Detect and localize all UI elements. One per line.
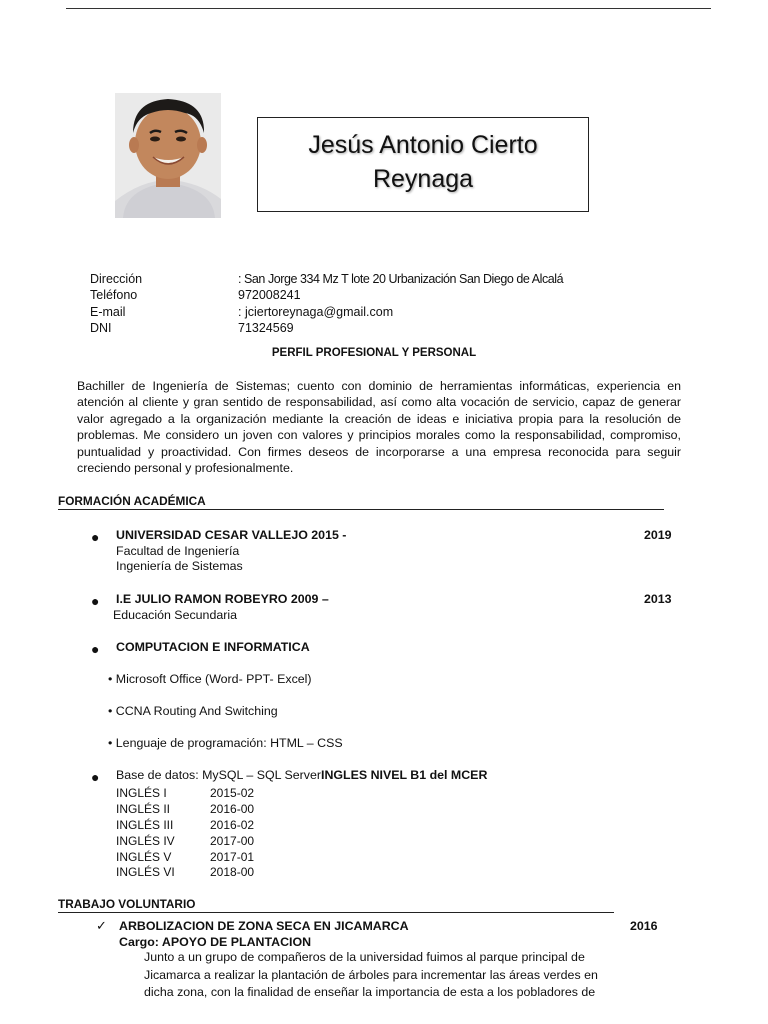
english-level: INGLÉS III [116,818,174,832]
computing-item: • Microsoft Office (Word- PPT- Excel) [108,672,312,686]
contact-value: : jciertoreynaga@gmail.com [238,305,394,319]
name-box [257,117,589,212]
edu-title: UNIVERSIDAD CESAR VALLEJO 2015 - [116,528,347,542]
contact-label: E-mail [90,305,126,319]
english-year: 2017-01 [210,850,255,864]
english-level: INGLÉS II [116,802,171,816]
volunteer-title: ARBOLIZACION DE ZONA SECA EN JICAMARCA [119,919,409,933]
contact-value: 71324569 [238,321,294,335]
english-level-title: INGLES NIVEL B1 del MCER [321,768,488,782]
bullet-icon: ● [91,529,100,545]
bullet-icon: ● [91,641,100,657]
english-year: 2015-02 [210,786,255,800]
education-heading: FORMACIÓN ACADÉMICA [58,494,664,510]
profile-photo [115,93,221,218]
edu-year: 2013 [644,592,672,606]
contact-value: : San Jorge 334 Mz T lote 20 Urbanización San Diego de Alcalá [238,272,564,286]
name-line-1: Jesús Antonio Cierto [308,131,538,159]
english-level: INGLÉS VI [116,865,175,879]
english-level: INGLÉS V [116,850,172,864]
edu-year: 2019 [644,528,672,542]
edu-line: Facultad de Ingeniería [116,544,240,558]
contact-email [90,305,610,321]
english-year: 2018-00 [210,865,255,879]
volunteer-heading: TRABAJO VOLUNTARIO [58,897,614,913]
profile-heading: PERFIL PROFESIONAL Y PERSONAL [271,347,477,359]
contact-address [90,272,610,288]
volunteer-line: Junto a un grupo de compañeros de la universidad fuimos al parque principal de [144,950,585,964]
computing-item: • CCNA Routing And Switching [108,704,278,718]
contact-dni [90,321,610,337]
top-rule [66,8,711,9]
contact-value: 972008241 [238,288,301,302]
volunteer-description [144,949,616,1002]
edu-title: I.E JULIO RAMON ROBEYRO 2009 – [116,592,329,606]
bullet-icon: ● [91,769,100,785]
english-year: 2016-02 [210,818,255,832]
computing-item: • Lenguaje de programación: HTML – CSS [108,736,343,750]
contact-phone [90,288,610,304]
volunteer-line: Jicamarca a realizar la plantación de árboles para incrementar las áreas verdes en [144,967,598,982]
edu-line: Educación Secundaria [113,608,237,622]
english-year: 2016-00 [210,802,255,816]
contact-label: DNI [90,321,112,335]
person-avatar-icon [115,93,221,218]
volunteer-year: 2016 [630,919,658,933]
contact-label: Dirección [90,272,143,286]
bullet-icon: ● [91,593,100,609]
edu-title: COMPUTACION E INFORMATICA [116,640,310,654]
english-level: INGLÉS I [116,786,167,800]
english-year: 2017-00 [210,834,255,848]
profile-text: Bachiller de Ingeniería de Sistemas; cuento con dominio de herramientas informáticas, experiencia en atención al cliente y gran sentido de responsabilidad, así como alta vocación de servicio, capaz de generar valor agregado a la organización mediante la creación de ideas e iniciativa propia para la resolución de problemas. Me considero un joven con valores y principios morales como la responsabilidad, compromiso, puntualidad y proactividad. Con firmes deseos de incorporarse a una empresa reconocida para seguir creciendo personal y profesionalmente. [77,379,681,476]
volunteer-role: Cargo: APOYO DE PLANTACION [119,935,312,949]
edu-line: Ingeniería de Sistemas [116,559,243,573]
contact-label: Teléfono [90,288,138,302]
checkmark-icon: ✓ [96,918,107,933]
database-text: Base de datos: MySQL – SQL Server [116,768,322,782]
volunteer-line: dicha zona, con la finalidad de enseñar la importancia de esta a los pobladores de [144,985,596,1000]
name-line-2: Reynaga [372,165,474,193]
english-level: INGLÉS IV [116,834,175,848]
database-line [116,768,487,782]
